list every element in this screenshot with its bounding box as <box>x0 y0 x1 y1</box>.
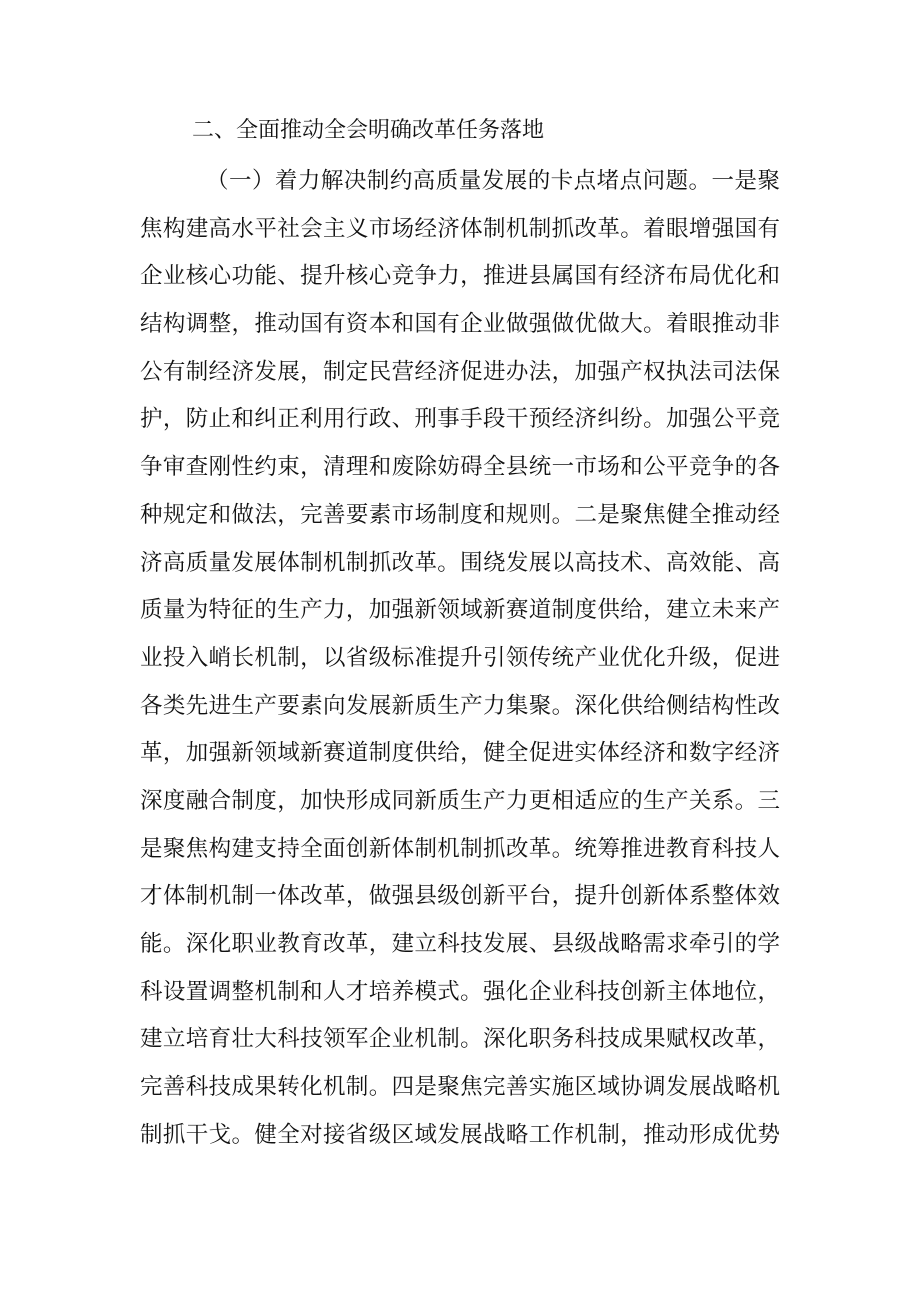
paragraph-line: 深度融合制度，加快形成同新质生产力更相适应的生产关系。三 <box>140 787 780 814</box>
paragraph-line: 科设置调整机制和人才培养模式。强化企业科技创新主体地位， <box>140 978 780 1005</box>
paragraph-line: 革，加强新领域新赛道制度供给，健全促进实体经济和数字经济 <box>140 740 780 767</box>
paragraph-line: 是聚焦构建支持全面创新体制机制抓改革。统筹推进教育科技人 <box>140 835 780 862</box>
paragraph-line: 能。深化职业教育改革，建立科技发展、县级战略需求牵引的学 <box>140 931 780 957</box>
paragraph-line: 企业核心功能、提升核心竞争力，推进县属国有经济布局优化和 <box>140 263 780 290</box>
paragraph-line: 争审查刚性约束，清理和废除妨碍全县统一市场和公平竞争的各 <box>140 454 780 481</box>
paragraph-line: 结构调整，推动国有资本和国有企业做强做优做大。着眼推动非 <box>140 311 780 338</box>
paragraph-line: 各类先进生产要素向发展新质生产力集聚。深化供给侧结构性改 <box>140 692 780 719</box>
paragraph-line: 制抓干戈。健全对接省级区域发展战略工作机制，推动形成优势 <box>140 1121 780 1148</box>
body-paragraph <box>140 158 780 1159</box>
paragraph-line: 完善科技成果转化机制。四是聚焦完善实施区域协调发展战略机 <box>140 1074 780 1101</box>
paragraph-line: 护，防止和纠正利用行政、刑事手段干预经济纠纷。加强公平竞 <box>140 406 780 433</box>
paragraph-line: 种规定和做法，完善要素市场制度和规则。二是聚焦健全推动经 <box>140 501 780 528</box>
paragraph-line: 焦构建高水平社会主义市场经济体制机制抓改革。着眼增强国有 <box>140 215 780 242</box>
paragraph-line: 济高质量发展体制机制抓改革。围绕发展以高技术、高效能、高 <box>140 549 780 576</box>
paragraph-line: 建立培育壮大科技领军企业机制。深化职务科技成果赋权改革， <box>140 1026 780 1053</box>
paragraph-line: （一）着力解决制约高质量发展的卡点堵点问题。一是聚 <box>206 168 780 194</box>
section-heading: 二、全面推动全会明确改革任务落地 <box>192 118 545 143</box>
paragraph-line: 业投入峭长机制，以省级标准提升引领传统产业优化升级，促进 <box>140 644 780 671</box>
paragraph-line: 公有制经济发展，制定民营经济促进办法，加强产权执法司法保 <box>140 358 780 385</box>
paragraph-line: 才体制机制一体改革，做强县级创新平台，提升创新体系整体效 <box>140 883 780 910</box>
paragraph-line: 质量为特征的生产力，加强新领域新赛道制度供给，建立未来产 <box>140 597 780 624</box>
